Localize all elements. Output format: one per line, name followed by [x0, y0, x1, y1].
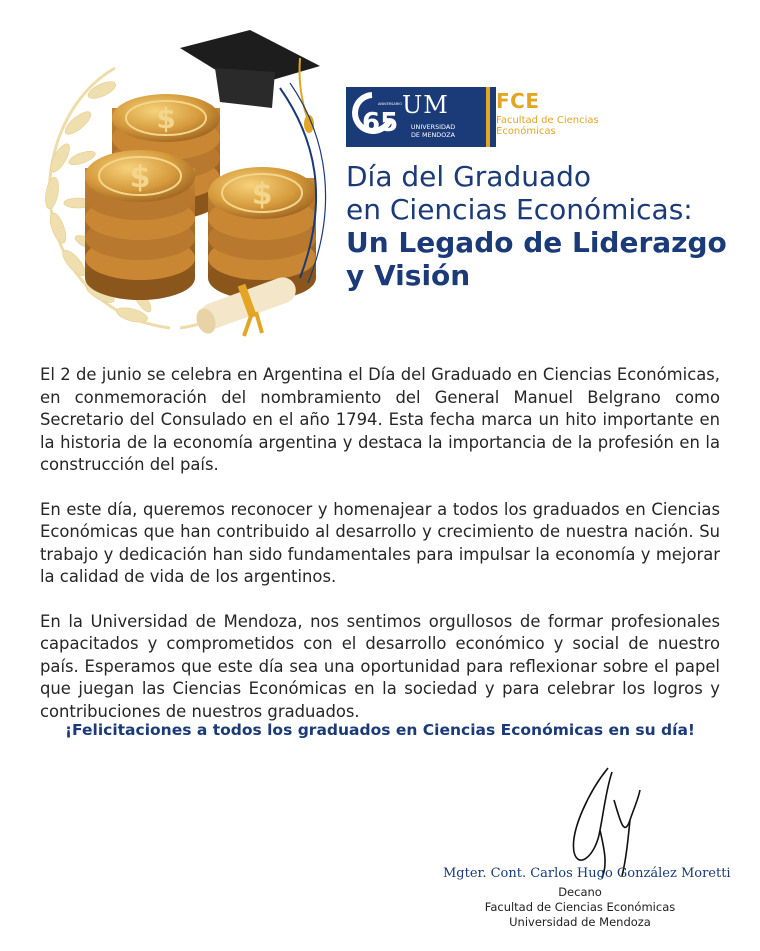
handwritten-signature: [560, 760, 650, 880]
paragraph: En la Universidad de Mendoza, nos sentimos orgullosos de formar profesionales capacitados y comprometidos con el desarrollo económico y social de nuestro país. Esperamos que este día sea una oportunidad para reflexionar sobre el papel que juegan las Ciencias Económicas en la sociedad y para celebrar los logros y contribuciones de nuestros graduados.: [40, 611, 720, 721]
title-line-2: en Ciencias Económicas:: [346, 193, 693, 226]
badge-number: 65: [362, 108, 399, 138]
signatory-details: [440, 885, 720, 930]
faculty-name: Facultad de Ciencias Económicas: [496, 115, 599, 137]
university-name: UNIVERSIDAD DE MENDOZA: [410, 123, 456, 139]
um-mark: UM: [402, 91, 449, 119]
signatory-faculty: Facultad de Ciencias Económicas: [484, 900, 676, 914]
title-line-3: Un Legado de Liderazgo: [346, 226, 727, 259]
graduation-illustration: [30, 28, 330, 348]
congratulations-message: ¡Felicitaciones a todos los graduados en Ciencias Económicas en su día!: [64, 721, 695, 739]
anniversary-65-icon: [352, 93, 402, 141]
svg-text:$: $: [156, 102, 176, 135]
signatory-role: Decano: [558, 885, 602, 899]
coin-stack-icon: [85, 94, 316, 300]
fce-mark: FCE: [496, 89, 540, 113]
paragraph: En este día, queremos reconocer y homenajear a todos los graduados en Ciencias Económicas que han contribuido al desarrollo y crecimiento de nuestra nación. Su trabajo y dedicación han sido fundamentales para impulsar la economía y mejorar la calidad de vida de los argentinos.: [40, 499, 720, 586]
page-title: [346, 160, 727, 292]
signatory-name: Mgter. Cont. Carlos Hugo González Moretti: [443, 866, 731, 881]
title-line-1: Día del Graduado: [346, 160, 592, 193]
logo-divider: [486, 87, 490, 147]
title-line-4: y Visión: [346, 259, 471, 292]
svg-text:$: $: [129, 160, 151, 195]
body-text: [40, 364, 720, 745]
university-logo: [346, 87, 496, 147]
badge-label: ANIVERSARIO: [378, 102, 402, 106]
svg-text:$: $: [251, 177, 273, 212]
signatory-university: Universidad de Mendoza: [509, 915, 651, 929]
paragraph: El 2 de junio se celebra en Argentina el Día del Graduado en Ciencias Económicas, en conmemoración del nombramiento del General Manuel Belgrano como Secretario del Consulado en el año 1794. Esta fecha marca un hito importante en la historia de la economía argentina y destaca la importancia de la profesión en la construcción del país.: [40, 365, 720, 474]
